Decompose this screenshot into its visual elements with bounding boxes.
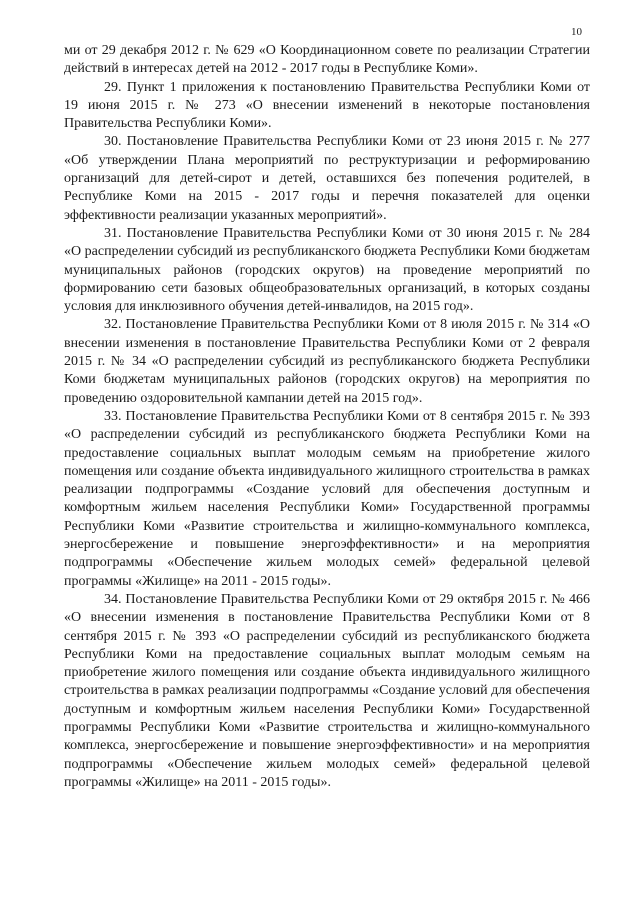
paragraph-item-34: 34. Постановление Правительства Республики Коми от 29 октября 2015 г. № 466 «О внесении изменения в постановление Правительства Республики Коми от 8 сентября 2015 г. № 393 «О распределении субсидий из республиканского бюджета Республики Коми на предоставление социальных выплат молодым семьям на приобретение жилого помещения или создание объекта индивидуального жилищного строительства в рамках реализации подпрограммы «Создание условий для обеспечения доступным и комфортным жильем населения Республики Коми» Государственной программы Республики Коми «Развитие строительства и жилищно-коммунального комплекса, энергосбережение и повышение энергоэффективности» и на мероприятия подпрограммы «Обеспечение жильем молодых семей» федеральной целевой программы «Жилище» на 2011 - 2015 годы». [64, 591, 590, 790]
paragraph-item-29: 29. Пункт 1 приложения к постановлению Правительства Республики Коми от 19 июня 2015 г. № 273 «О внесении изменений в некоторые постановления Правительства Республики Коми». [64, 79, 590, 132]
page-number: 10 [571, 26, 582, 38]
paragraph-item-31: 31. Постановление Правительства Республики Коми от 30 июня 2015 г. № 284 «О распределении субсидий из республиканского бюджета Республики Коми бюджетам муниципальных районов (городских округов) на проведение мероприятий по формированию сети базовых общеобразовательных организаций, в которых созданы условия для инклюзивного обучения детей-инвалидов, на 2015 год». [64, 225, 590, 315]
paragraph-item-30: 30. Постановление Правительства Республики Коми от 23 июня 2015 г. № 277 «Об утверждении Плана мероприятий по реструктуризации и реформированию организаций для детей-сирот и детей, оставшихся без попечения родителей, в Республике Коми на 2015 - 2017 годы и перечня показателей для оценки эффективности реализации указанных мероприятий». [64, 134, 590, 223]
document-body [64, 42, 590, 792]
paragraph-item-32: 32. Постановление Правительства Республики Коми от 8 июля 2015 г. № 314 «О внесении изменения в постановление Правительства Республики Коми от 2 февраля 2015 г. № 34 «О распределении субсидий из республиканского бюджета Республики Коми бюджетам муниципальных районов (городских округов) на мероприятия по проведению оздоровительной кампании детей на 2015 год». [64, 317, 590, 406]
paragraph-item-33: 33. Постановление Правительства Республики Коми от 8 сентября 2015 г. № 393 «О распределении субсидий из республиканского бюджета Республики Коми на предоставление социальных выплат молодым семьям на приобретение жилого помещения или создание объекта индивидуального жилищного строительства в рамках реализации подпрограммы «Создание условий для обеспечения доступным и комфортным жильем населения Республики Коми» Государственной программы Республики Коми «Развитие строительства и жилищно-коммунального комплекса, энергосбережение и повышение энергоэффективности» и на мероприятия подпрограммы «Обеспечение жильем молодых семей» федеральной целевой программы «Жилище» на 2011 - 2015 годы». [64, 408, 590, 589]
paragraph-continued: ми от 29 декабря 2012 г. № 629 «О Координационном совете по реализации Стратегии действий в интересах детей на 2012 - 2017 годы в Республике Коми». [64, 43, 590, 77]
